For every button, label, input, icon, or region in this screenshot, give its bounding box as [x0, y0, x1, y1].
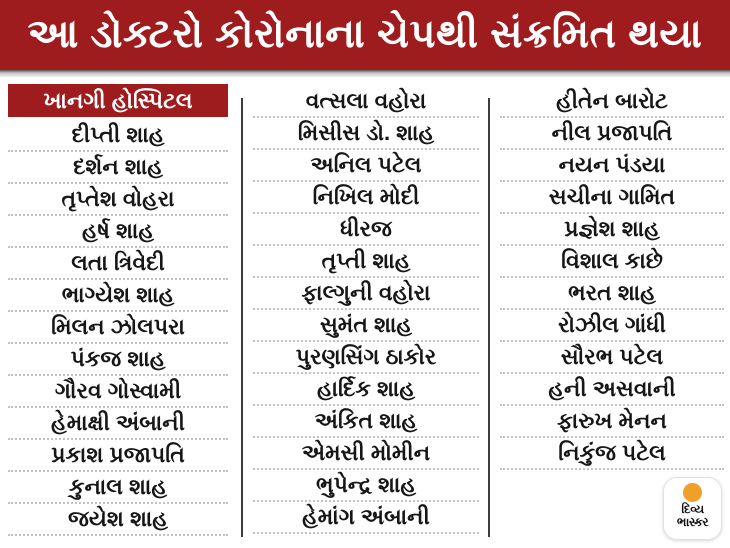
list-item: હેમાંગ અંબાની — [253, 502, 479, 534]
header-shadow — [0, 69, 730, 78]
list-item: ભરત શાહ — [500, 278, 724, 310]
list-item: દર્શન શાહ — [8, 152, 228, 184]
name-list-3 — [500, 86, 724, 470]
list-item: અંકિત શાહ — [253, 406, 479, 438]
list-item: મિસીસ ડો. શાહ — [253, 118, 479, 150]
list-item: નયન પંડયા — [500, 150, 724, 182]
list-item: નિકુંજ પટેલ — [500, 438, 724, 470]
page-title: આ ડોક્ટરો કોરોનાના ચેપથી સંક્રમિત થયા — [27, 12, 703, 56]
column-divider-2 — [488, 98, 490, 537]
list-item: નિખિલ મોદી — [253, 182, 479, 214]
list-item: હેમાક્ષી અંબાની — [8, 408, 228, 440]
list-item: મિલન ઝોલપરા — [8, 312, 228, 344]
list-item: એમસી મોમીન — [253, 438, 479, 470]
list-item: રોઝીલ ગાંધી — [500, 310, 724, 342]
list-item: પ્રજ્ઞેશ શાહ — [500, 214, 724, 246]
list-item: સુમંત શાહ — [253, 310, 479, 342]
list-item: હની અસવાની — [500, 374, 724, 406]
list-item: પ્રકાશ પ્રજાપતિ — [8, 440, 228, 472]
column-3 — [500, 86, 724, 470]
list-item: વત્સલા વહોરા — [253, 86, 479, 118]
list-item: ધીરજ — [253, 214, 479, 246]
sun-icon — [683, 483, 702, 502]
list-item: જયેશ શાહ — [8, 504, 228, 536]
name-list-1 — [8, 120, 228, 536]
column-private-hospital — [8, 84, 228, 536]
list-item: તૃપ્તેશ વોહરા — [8, 184, 228, 216]
list-item: ભાગ્યેશ શાહ — [8, 280, 228, 312]
list-item: લતા ત્રિવેદી — [8, 248, 228, 280]
divya-bhaskar-logo — [664, 478, 721, 539]
list-item: સચીના ગામિત — [500, 182, 724, 214]
list-item: નીલ પ્રજાપતિ — [500, 118, 724, 150]
logo-line-2: ભાસ્કર — [676, 515, 709, 529]
list-item: અનિલ પટેલ — [253, 150, 479, 182]
list-item: તૃપ્તી શાહ — [253, 246, 479, 278]
list-item: ભુપેન્દ્ર શાહ — [253, 470, 479, 502]
column-divider-1 — [241, 98, 243, 537]
name-list-2 — [253, 86, 479, 534]
list-item: ફારુખ મેનન — [500, 406, 724, 438]
column-header-badge: ખાનગી હોસ્પિટલ — [8, 84, 228, 117]
list-item: દીપ્તી શાહ — [8, 120, 228, 152]
main-header — [0, 0, 730, 69]
list-item: કુનાલ શાહ — [8, 472, 228, 504]
list-item: હર્ષ શાહ — [8, 216, 228, 248]
logo-text — [677, 503, 708, 529]
list-item: ફાલ્ગુની વહોરા — [253, 278, 479, 310]
list-item: ગૌરવ ગોસ્વામી — [8, 376, 228, 408]
column-2 — [253, 86, 479, 534]
list-item: પુરણસિંગ ઠાકોર — [253, 342, 479, 374]
list-item: સૌરભ પટેલ — [500, 342, 724, 374]
list-item: હીતેન બારોટ — [500, 86, 724, 118]
list-item: વિશાલ કાછે — [500, 246, 724, 278]
logo-line-1: દિવ્ય — [681, 502, 704, 516]
list-item: હાર્દિક શાહ — [253, 374, 479, 406]
list-item: પંકજ શાહ — [8, 344, 228, 376]
